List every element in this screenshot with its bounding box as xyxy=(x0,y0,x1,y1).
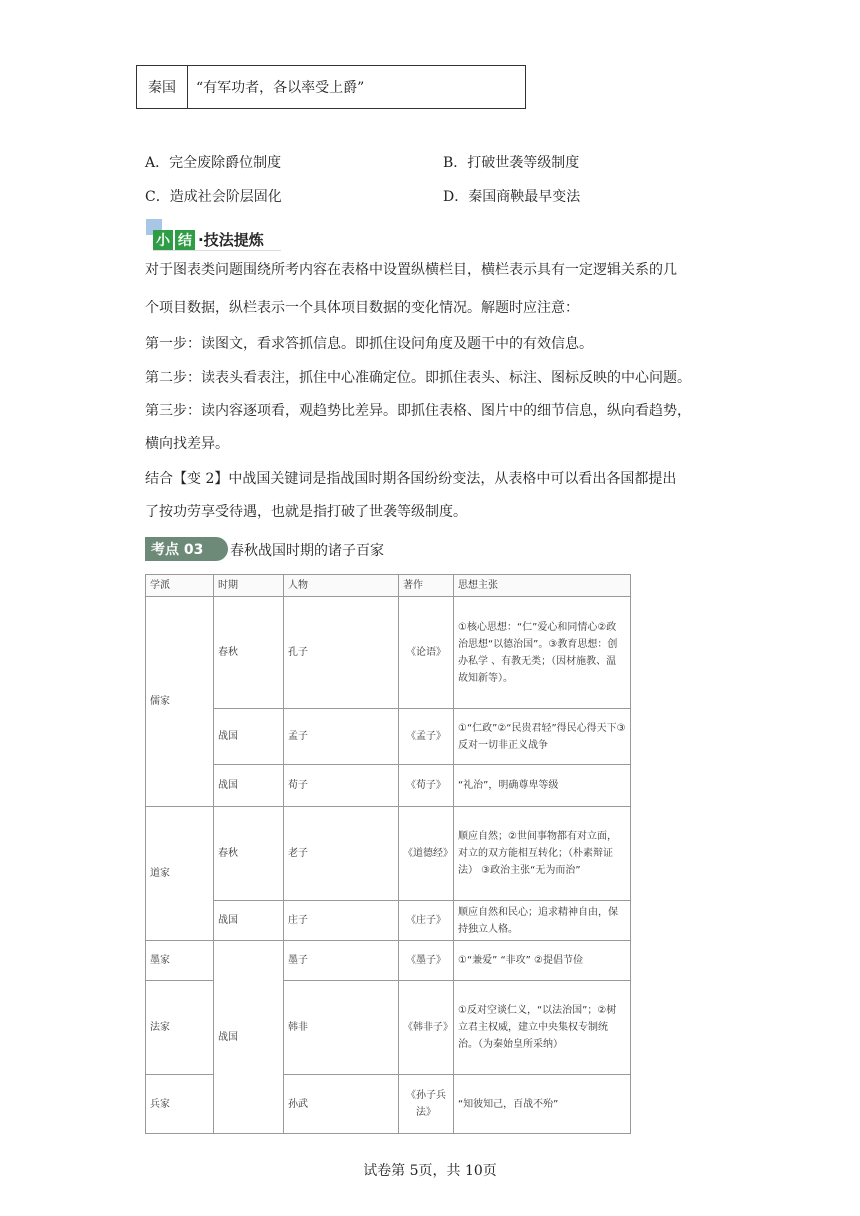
header-cell: 著作 xyxy=(399,575,454,597)
idea-cell: ①反对空谈仁义，“以法治国”；②树立君主权威，建立中央集权专制统治。（为秦始皇所采纳） xyxy=(454,981,631,1075)
paragraph-line: 横向找差异。 xyxy=(145,436,229,452)
kaodian-badge: 考点 03 xyxy=(145,537,228,561)
paragraph-line: 结合【变 2】中战国关键词是指战国时期各国纷纷变法，从表格中可以看出各国都提出 xyxy=(145,471,677,487)
work-cell: 《韩非子》 xyxy=(399,981,454,1075)
school-cell: 兵家 xyxy=(146,1075,214,1134)
top-table xyxy=(136,65,526,109)
person-cell: 庄子 xyxy=(284,901,399,941)
option-d: D．秦国商鞅最早变法 xyxy=(443,189,581,205)
table-row xyxy=(146,901,631,941)
quote-cell: “有军功者，各以率受上爵” xyxy=(196,80,365,96)
work-cell: 《孙子兵法》 xyxy=(399,1075,454,1134)
paragraph-line: 第二步：读表头看表注，抓住中心准确定位。即抓住表头、标注、图标反映的中心问题。 xyxy=(145,370,691,386)
idea-cell: ①“兼爱” “非攻” ②提倡节俭 xyxy=(454,941,631,981)
badge-text: ·技法提炼 xyxy=(198,231,264,249)
idea-cell: “知彼知己，百战不殆” xyxy=(454,1075,631,1134)
period-cell: 战国 xyxy=(214,765,284,807)
state-cell: 秦国 xyxy=(137,66,188,108)
page-footer: 试卷第 5页，共 10页 xyxy=(363,1163,497,1179)
option-a: A．完全废除爵位制度 xyxy=(145,155,282,171)
school-cell: 墨家 xyxy=(146,941,214,981)
work-cell: 《庄子》 xyxy=(399,901,454,941)
paragraph-line: 第三步：读内容逐项看，观趋势比差异。即抓住表格、图片中的细节信息，纵向看趋势， xyxy=(145,403,691,419)
work-cell: 《墨子》 xyxy=(399,941,454,981)
header-cell: 学派 xyxy=(146,575,214,597)
badge-underline xyxy=(153,250,281,251)
idea-cell: ①“仁政”②“民贵君轻”得民心得天下③反对一切非正义战争 xyxy=(454,709,631,765)
badge-char-2: 结 xyxy=(175,230,195,250)
schools-table xyxy=(145,574,631,1134)
period-cell: 战国 xyxy=(214,709,284,765)
idea-cell: ①核心思想：“仁”爱心和同情心②政治思想“以德治国”。③教育思想：创办私学 、有教无类；（因材施教、温故知新等）。 xyxy=(454,597,631,709)
person-cell: 孟子 xyxy=(284,709,399,765)
idea-cell: “礼治”，明确尊卑等级 xyxy=(454,765,631,807)
period-cell: 战国 xyxy=(214,901,284,941)
table-row xyxy=(146,941,631,981)
period-cell: 春秋 xyxy=(214,597,284,709)
header-cell: 时期 xyxy=(214,575,284,597)
work-cell: 《论语》 xyxy=(399,597,454,709)
table-row xyxy=(146,807,631,901)
idea-cell: 顺应自然；②世间事物都有对立面，对立的双方能相互转化；（朴素辩证法） ③政治主张“无为而治” xyxy=(454,807,631,901)
work-cell: 《荀子》 xyxy=(399,765,454,807)
header-cell: 思想主张 xyxy=(454,575,631,597)
table-row xyxy=(146,709,631,765)
header-cell: 人物 xyxy=(284,575,399,597)
table-header-row xyxy=(146,575,631,597)
badge-char-1: 小 xyxy=(153,230,173,250)
paragraph-line: 了按功劳享受待遇，也就是指打破了世袭等级制度。 xyxy=(145,504,467,520)
period-cell: 战国 xyxy=(214,941,284,1134)
school-cell: 法家 xyxy=(146,981,214,1075)
person-cell: 荀子 xyxy=(284,765,399,807)
option-c: C．造成社会阶层固化 xyxy=(145,189,282,205)
person-cell: 墨子 xyxy=(284,941,399,981)
kaodian-title: 春秋战国时期的诸子百家 xyxy=(230,543,384,559)
person-cell: 孔子 xyxy=(284,597,399,709)
table-row xyxy=(146,597,631,709)
paragraph-line: 个项目数据，纵栏表示一个具体项目数据的变化情况。解题时应注意： xyxy=(145,300,579,316)
work-cell: 《孟子》 xyxy=(399,709,454,765)
period-cell: 春秋 xyxy=(214,807,284,901)
paragraph-line: 第一步：读图文，看求答抓信息。即抓住设问角度及题干中的有效信息。 xyxy=(145,336,593,352)
person-cell: 韩非 xyxy=(284,981,399,1075)
work-cell: 《道德经》 xyxy=(399,807,454,901)
person-cell: 孙武 xyxy=(284,1075,399,1134)
table-row xyxy=(146,765,631,807)
paragraph-line: 对于图表类问题围绕所考内容在表格中设置纵横栏目，横栏表示具有一定逻辑关系的几 xyxy=(145,262,677,278)
option-b: B．打破世袭等级制度 xyxy=(443,155,580,171)
idea-cell: 顺应自然和民心；追求精神自由，保持独立人格。 xyxy=(454,901,631,941)
school-cell: 儒家 xyxy=(146,597,214,807)
person-cell: 老子 xyxy=(284,807,399,901)
school-cell: 道家 xyxy=(146,807,214,941)
summary-badge xyxy=(146,219,282,251)
